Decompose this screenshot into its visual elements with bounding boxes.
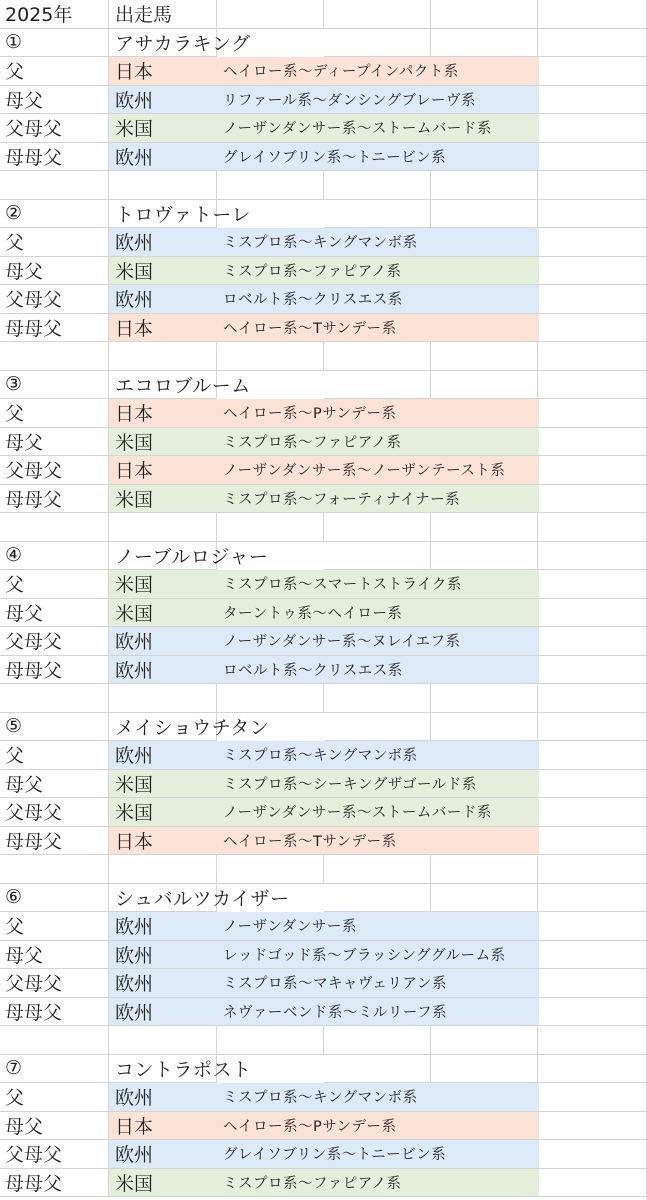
lineage-cell[interactable] — [109, 456, 539, 485]
year-cell[interactable]: 2025年 — [0, 0, 109, 29]
horse-title-row — [0, 371, 647, 400]
lineage-cell[interactable] — [109, 798, 539, 827]
empty-cell[interactable] — [538, 941, 647, 970]
pedigree-row — [0, 456, 647, 485]
pedigree-label[interactable]: 母父 — [0, 86, 109, 115]
empty-cell[interactable] — [538, 1140, 647, 1169]
pedigree-row — [0, 741, 647, 770]
lineage-cell[interactable] — [109, 114, 539, 143]
region-label: 欧州 — [115, 1144, 154, 1167]
empty-cell[interactable] — [431, 342, 538, 371]
sire-line-label: ヘイロー系～Pサンデー系 — [223, 1118, 397, 1135]
horse-name-cell[interactable] — [109, 371, 251, 400]
empty-cell[interactable] — [324, 1055, 431, 1084]
region-label: 米国 — [115, 773, 154, 796]
sire-line-label: ノーザンダンサー系～ノーザンテースト系 — [223, 463, 506, 480]
entry-header-cell[interactable]: 出走馬 — [109, 0, 217, 29]
empty-cell[interactable] — [538, 200, 647, 229]
sire-line-label: ヘイロー系～Tサンデー系 — [223, 320, 397, 337]
pedigree-label[interactable]: 母母父 — [0, 998, 109, 1027]
horse-number[interactable]: ⑥ — [0, 884, 109, 913]
sire-line-label: ミスプロ系～ファピアノ系 — [223, 1175, 402, 1192]
empty-cell[interactable] — [109, 1026, 217, 1055]
sire-line-label: グレイソブリン系～トニービン系 — [223, 149, 447, 166]
pedigree-label[interactable]: 父 — [0, 1083, 109, 1112]
pedigree-row — [0, 969, 647, 998]
region-label: 欧州 — [115, 659, 154, 682]
lineage-cell[interactable] — [109, 1140, 539, 1169]
empty-cell[interactable] — [538, 314, 647, 343]
empty-cell[interactable] — [217, 342, 324, 371]
sire-line-label: ヘイロー系～ディープインパクト系 — [223, 64, 459, 81]
region-label: 欧州 — [115, 916, 154, 939]
pedigree-row — [0, 143, 647, 172]
pedigree-label[interactable]: 父 — [0, 570, 109, 599]
horse-name: メイショウチタン — [115, 716, 270, 739]
horse-name-cell[interactable] — [109, 1055, 252, 1084]
lineage-cell[interactable] — [109, 570, 539, 599]
horse-number[interactable]: ④ — [0, 542, 109, 571]
empty-cell[interactable] — [217, 513, 324, 542]
empty-cell[interactable] — [217, 0, 324, 29]
horse-name: アサカラキング — [115, 32, 251, 55]
pedigree-row — [0, 228, 647, 257]
sire-line-label: ロベルト系～クリスエス系 — [223, 662, 403, 679]
lineage-cell[interactable] — [109, 912, 539, 941]
empty-cell[interactable] — [109, 171, 217, 200]
region-label: 欧州 — [115, 1001, 154, 1024]
empty-cell[interactable] — [538, 855, 647, 884]
region-label: 日本 — [115, 460, 154, 483]
pedigree-row — [0, 941, 647, 970]
pedigree-row — [0, 428, 647, 457]
pedigree-label[interactable]: 父母父 — [0, 627, 109, 656]
header-row — [0, 0, 647, 29]
lineage-cell[interactable] — [109, 599, 539, 628]
pedigree-row — [0, 570, 647, 599]
pedigree-label[interactable]: 母母父 — [0, 656, 109, 685]
empty-cell[interactable] — [217, 684, 324, 713]
horse-title-row — [0, 542, 647, 571]
empty-cell[interactable] — [0, 855, 109, 884]
horse-title-row — [0, 713, 647, 742]
empty-cell[interactable] — [538, 684, 647, 713]
empty-cell[interactable] — [538, 171, 647, 200]
empty-cell[interactable] — [538, 456, 647, 485]
empty-cell[interactable] — [0, 342, 109, 371]
lineage-cell[interactable] — [109, 57, 539, 86]
lineage-cell[interactable] — [109, 969, 539, 998]
empty-cell[interactable] — [538, 884, 647, 913]
empty-cell[interactable] — [431, 371, 538, 400]
region-label: 米国 — [115, 574, 154, 597]
empty-cell[interactable] — [538, 1083, 647, 1112]
sire-line-label: ミスプロ系～スマートストライク系 — [223, 577, 462, 594]
region-label: 米国 — [115, 602, 154, 625]
empty-cell[interactable] — [431, 542, 538, 571]
pedigree-label[interactable]: 父母父 — [0, 798, 109, 827]
empty-cell[interactable] — [324, 29, 431, 58]
pedigree-label[interactable]: 父 — [0, 741, 109, 770]
empty-cell[interactable] — [538, 656, 647, 685]
spacer-row — [0, 342, 647, 371]
region-label: 欧州 — [115, 944, 154, 967]
empty-cell[interactable] — [538, 114, 647, 143]
empty-cell[interactable] — [324, 513, 431, 542]
empty-cell[interactable] — [538, 143, 647, 172]
lineage-cell[interactable] — [109, 941, 539, 970]
empty-cell[interactable] — [538, 798, 647, 827]
pedigree-label[interactable]: 母父 — [0, 1112, 109, 1141]
pedigree-label[interactable]: 父母父 — [0, 456, 109, 485]
spacer-row — [0, 513, 647, 542]
horse-name: トロヴァトーレ — [115, 203, 251, 226]
pedigree-label[interactable]: 母父 — [0, 428, 109, 457]
empty-cell[interactable] — [109, 684, 217, 713]
empty-cell[interactable] — [324, 884, 431, 913]
lineage-cell[interactable] — [109, 285, 539, 314]
sire-line-label: ヘイロー系～Tサンデー系 — [223, 833, 397, 850]
lineage-cell[interactable] — [109, 770, 539, 799]
horse-number[interactable]: ① — [0, 29, 109, 58]
lineage-cell[interactable] — [109, 1169, 539, 1198]
sire-line-label: ネヴァーベンド系～ミルリーフ系 — [223, 1004, 448, 1021]
pedigree-row — [0, 1140, 647, 1169]
pedigree-row — [0, 314, 647, 343]
pedigree-row — [0, 1112, 647, 1141]
pedigree-label[interactable]: 母父 — [0, 599, 109, 628]
region-label: 米国 — [115, 118, 154, 141]
lineage-cell[interactable] — [109, 314, 539, 343]
sire-line-label: ロベルト系～クリスエス系 — [223, 292, 403, 309]
region-label: 欧州 — [115, 1087, 154, 1110]
empty-cell[interactable] — [538, 86, 647, 115]
empty-cell[interactable] — [538, 599, 647, 628]
pedigree-row — [0, 770, 647, 799]
empty-cell[interactable] — [109, 513, 217, 542]
lineage-cell[interactable] — [109, 1083, 539, 1112]
empty-cell[interactable] — [109, 342, 217, 371]
empty-cell[interactable] — [538, 570, 647, 599]
pedigree-row — [0, 656, 647, 685]
lineage-cell[interactable] — [109, 86, 539, 115]
empty-cell[interactable] — [538, 29, 647, 58]
empty-cell[interactable] — [324, 1026, 431, 1055]
empty-cell[interactable] — [538, 399, 647, 428]
pedigree-label[interactable]: 母父 — [0, 770, 109, 799]
horse-name: エコロブルーム — [115, 374, 251, 397]
sire-line-label: ミスプロ系～キングマンボ系 — [223, 1090, 418, 1107]
sire-line-label: ミスプロ系～マキャヴェリアン系 — [223, 976, 447, 993]
empty-cell[interactable] — [538, 1026, 647, 1055]
pedigree-row — [0, 627, 647, 656]
empty-cell[interactable] — [324, 200, 431, 229]
region-label: 米国 — [115, 260, 154, 283]
empty-cell[interactable] — [431, 1055, 538, 1084]
lineage-cell[interactable] — [109, 998, 539, 1027]
region-label: 欧州 — [115, 289, 154, 312]
pedigree-row — [0, 599, 647, 628]
lineage-cell[interactable] — [109, 228, 539, 257]
pedigree-label[interactable]: 父 — [0, 399, 109, 428]
pedigree-label[interactable]: 父 — [0, 57, 109, 86]
empty-cell[interactable] — [538, 513, 647, 542]
region-label: 欧州 — [115, 745, 154, 768]
lineage-cell[interactable] — [109, 399, 539, 428]
pedigree-label[interactable]: 母母父 — [0, 485, 109, 514]
region-label: 日本 — [115, 1115, 154, 1138]
pedigree-row — [0, 285, 647, 314]
pedigree-row — [0, 257, 647, 286]
empty-cell[interactable] — [538, 1112, 647, 1141]
empty-cell[interactable] — [431, 513, 538, 542]
empty-cell[interactable] — [431, 29, 538, 58]
horse-name-cell[interactable] — [109, 713, 270, 742]
region-label: 日本 — [115, 830, 154, 853]
sire-line-label: ターントゥ系～ヘイロー系 — [223, 605, 403, 622]
empty-cell[interactable] — [109, 855, 217, 884]
sire-line-label: ミスプロ系～ファピアノ系 — [223, 263, 402, 280]
region-label: 欧州 — [115, 89, 154, 112]
empty-cell[interactable] — [431, 713, 538, 742]
lineage-cell[interactable] — [109, 485, 539, 514]
sire-line-label: ミスプロ系～キングマンボ系 — [223, 235, 418, 252]
lineage-cell[interactable] — [109, 827, 539, 856]
empty-cell[interactable] — [431, 684, 538, 713]
sire-line-label: ミスプロ系～ファピアノ系 — [223, 434, 402, 451]
pedigree-row — [0, 912, 647, 941]
empty-cell[interactable] — [538, 827, 647, 856]
horse-name-cell[interactable] — [109, 542, 269, 571]
empty-cell[interactable] — [324, 713, 431, 742]
sire-line-label: ヘイロー系～Pサンデー系 — [223, 406, 397, 423]
empty-cell[interactable] — [538, 285, 647, 314]
spacer-row — [0, 684, 647, 713]
horse-name-cell[interactable] — [109, 29, 251, 58]
empty-cell[interactable] — [324, 342, 431, 371]
empty-cell[interactable] — [538, 542, 647, 571]
sire-line-label: ミスプロ系～キングマンボ系 — [223, 748, 418, 765]
horse-name: コントラポスト — [115, 1058, 252, 1081]
empty-cell[interactable] — [324, 171, 431, 200]
spacer-row — [0, 855, 647, 884]
empty-cell[interactable] — [324, 855, 431, 884]
lineage-cell[interactable] — [109, 428, 539, 457]
sire-line-label: ノーザンダンサー系～ストームバード系 — [223, 121, 492, 138]
pedigree-label[interactable]: 父母父 — [0, 285, 109, 314]
region-label: 欧州 — [115, 146, 154, 169]
empty-cell[interactable] — [217, 1026, 324, 1055]
pedigree-row — [0, 827, 647, 856]
sire-line-label: ノーザンダンサー系～ストームバード系 — [223, 805, 492, 822]
empty-cell[interactable] — [538, 257, 647, 286]
empty-cell[interactable] — [538, 741, 647, 770]
empty-cell[interactable] — [538, 627, 647, 656]
horse-name: ノーブルロジャー — [115, 545, 269, 568]
lineage-cell[interactable] — [109, 257, 539, 286]
empty-cell[interactable] — [538, 713, 647, 742]
empty-cell[interactable] — [538, 1169, 647, 1198]
empty-cell[interactable] — [0, 513, 109, 542]
empty-cell[interactable] — [0, 684, 109, 713]
sire-line-label: グレイソブリン系～トニービン系 — [223, 1147, 447, 1164]
pedigree-row — [0, 1083, 647, 1112]
pedigree-row — [0, 1169, 647, 1198]
pedigree-label[interactable]: 母母父 — [0, 143, 109, 172]
sire-line-label: レッドゴッド系～ブラッシンググルーム系 — [223, 947, 506, 964]
region-label: 米国 — [115, 488, 154, 511]
pedigree-row — [0, 86, 647, 115]
pedigree-label[interactable]: 母母父 — [0, 827, 109, 856]
horse-number[interactable]: ③ — [0, 371, 109, 400]
horse-number[interactable]: ② — [0, 200, 109, 229]
pedigree-label[interactable]: 母母父 — [0, 1169, 109, 1198]
empty-cell[interactable] — [217, 171, 324, 200]
lineage-cell[interactable] — [109, 741, 539, 770]
empty-cell[interactable] — [538, 998, 647, 1027]
pedigree-label[interactable]: 父母父 — [0, 969, 109, 998]
empty-cell[interactable] — [0, 1026, 109, 1055]
spacer-row — [0, 1026, 647, 1055]
empty-cell[interactable] — [324, 0, 431, 29]
sire-line-label: リファール系～ダンシングブレーヴ系 — [223, 92, 476, 109]
lineage-cell[interactable] — [109, 627, 539, 656]
pedigree-label[interactable]: 母父 — [0, 941, 109, 970]
region-label: 日本 — [115, 403, 154, 426]
horse-name: シュバルツカイザー — [115, 887, 290, 910]
empty-cell[interactable] — [538, 0, 647, 29]
region-label: 欧州 — [115, 232, 154, 255]
pedigree-row — [0, 998, 647, 1027]
lineage-cell[interactable] — [109, 1112, 539, 1141]
empty-cell[interactable] — [538, 969, 647, 998]
pedigree-label[interactable]: 父 — [0, 228, 109, 257]
horse-name-cell[interactable] — [109, 884, 290, 913]
sire-line-label: ミスプロ系～フォーティナイナー系 — [223, 491, 461, 508]
region-label: 欧州 — [115, 973, 154, 996]
empty-cell[interactable] — [538, 342, 647, 371]
region-label: 欧州 — [115, 631, 154, 654]
region-label: 日本 — [115, 317, 154, 340]
empty-cell[interactable] — [431, 200, 538, 229]
empty-cell[interactable] — [0, 171, 109, 200]
empty-cell[interactable] — [431, 884, 538, 913]
empty-cell[interactable] — [324, 371, 431, 400]
empty-cell[interactable] — [431, 0, 538, 29]
pedigree-label[interactable]: 父母父 — [0, 114, 109, 143]
empty-cell[interactable] — [538, 485, 647, 514]
empty-cell[interactable] — [538, 57, 647, 86]
horse-title-row — [0, 1055, 647, 1084]
empty-cell[interactable] — [431, 1026, 538, 1055]
empty-cell[interactable] — [217, 855, 324, 884]
sire-line-label: ミスプロ系～シーキングザゴールド系 — [223, 776, 477, 793]
horse-title-row — [0, 200, 647, 229]
pedigree-label[interactable]: 父 — [0, 912, 109, 941]
horse-title-row — [0, 29, 647, 58]
lineage-cell[interactable] — [109, 143, 539, 172]
region-label: 米国 — [115, 1172, 154, 1195]
region-label: 日本 — [115, 61, 154, 84]
sire-line-label: ノーザンダンサー系 — [223, 919, 357, 936]
pedigree-row — [0, 798, 647, 827]
empty-cell[interactable] — [431, 855, 538, 884]
pedigree-row — [0, 114, 647, 143]
empty-cell[interactable] — [324, 684, 431, 713]
pedigree-row — [0, 399, 647, 428]
horse-title-row — [0, 884, 647, 913]
empty-cell[interactable] — [538, 371, 647, 400]
pedigree-row — [0, 485, 647, 514]
pedigree-label[interactable]: 父母父 — [0, 1140, 109, 1169]
empty-cell[interactable] — [538, 1055, 647, 1084]
empty-cell[interactable] — [538, 912, 647, 941]
pedigree-label[interactable]: 母父 — [0, 257, 109, 286]
empty-cell[interactable] — [431, 171, 538, 200]
region-label: 米国 — [115, 802, 154, 825]
pedigree-row — [0, 57, 647, 86]
sire-line-label: ノーザンダンサー系～ヌレイエフ系 — [223, 634, 461, 651]
empty-cell[interactable] — [538, 228, 647, 257]
horse-number[interactable]: ⑦ — [0, 1055, 109, 1084]
pedigree-label[interactable]: 母母父 — [0, 314, 109, 343]
horse-name-cell[interactable] — [109, 200, 251, 229]
empty-cell[interactable] — [538, 770, 647, 799]
empty-cell[interactable] — [538, 428, 647, 457]
horse-number[interactable]: ⑤ — [0, 713, 109, 742]
lineage-cell[interactable] — [109, 656, 539, 685]
region-label: 米国 — [115, 431, 154, 454]
spacer-row — [0, 171, 647, 200]
empty-cell[interactable] — [324, 542, 431, 571]
